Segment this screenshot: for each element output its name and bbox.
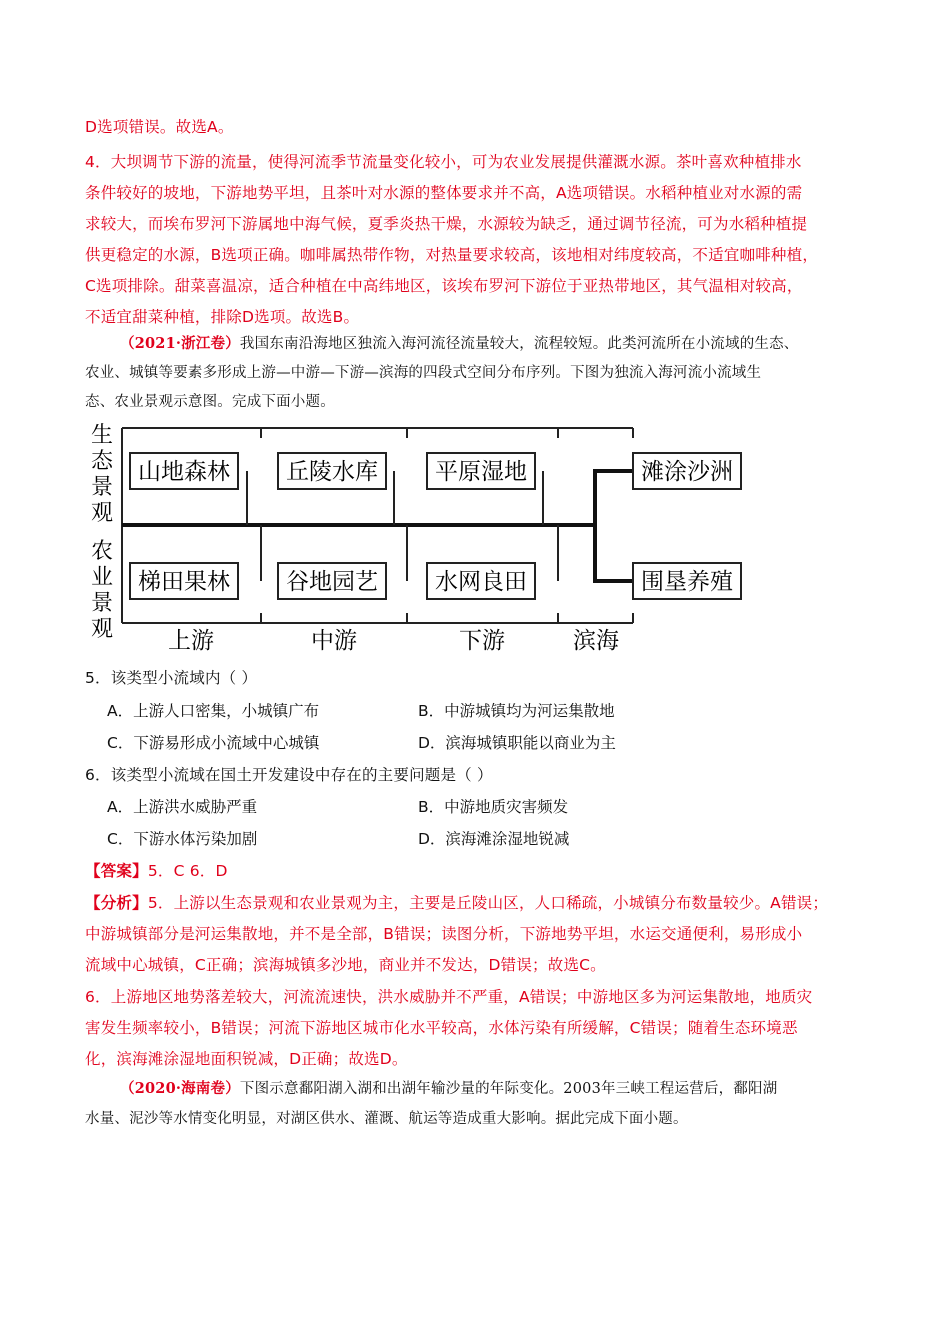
analysis4-line-3: 求较大，而埃布罗河下游属地中海气候，夏季炎热干燥，水源较为缺乏，通过调节径流，可为水稻种植提 <box>85 215 808 233</box>
stage-coast: 滨海 <box>573 628 619 654</box>
analysis4-line-6: 不适宜甜菜种植，排除D选项。故选B。 <box>85 308 360 326</box>
analysis-line-3: 流域中心城镇，C正确；滨海城镇多沙地，商业并不发达，D错误；故选C。 <box>85 956 606 974</box>
prev-answer-line: D选项错误。故选A。 <box>85 118 234 136</box>
eco-label-1: 山地森林 <box>138 459 230 485</box>
q5-option-c[interactable]: C．下游易形成小流域中心城镇 <box>107 734 320 752</box>
passage2-source: （2020·海南卷） <box>120 1080 240 1097</box>
q6-stem: 6．该类型小流域在国土开发建设中存在的主要问题是（ ） <box>85 766 493 784</box>
stage-midstream: 中游 <box>311 628 357 654</box>
q5-option-d[interactable]: D．滨海城镇职能以商业为主 <box>418 734 616 752</box>
analysis-line-6: 化，滨海滩涂湿地面积锐减，D正确；故选D。 <box>85 1050 408 1068</box>
landscape-diagram <box>85 418 755 658</box>
eco-vlabel-3: 景 <box>90 475 114 500</box>
q6-option-c[interactable]: C．下游水体污染加剧 <box>107 830 258 848</box>
agri-label-1: 梯田果林 <box>138 569 230 595</box>
passage1-line-2: 农业、城镇等要素多形成上游—中游—下游—滨海的四段式空间分布序列。下图为独流入海河流小流域生 <box>85 365 762 381</box>
eco-label-3: 平原湿地 <box>435 459 527 485</box>
passage1-line-3: 态、农业景观示意图。完成下面小题。 <box>85 394 335 410</box>
agri-vlabel-2: 业 <box>90 565 114 590</box>
passage1-source: （2021·浙江卷） <box>120 335 240 352</box>
answer-text: 5．C 6．D <box>147 862 228 880</box>
agri-vlabel-1: 农 <box>90 539 114 564</box>
analysis-line-5: 害发生频率较小，B错误；河流下游地区城市化水平较高，水体污染有所缓解，C错误；随着生态环境恶 <box>85 1019 798 1037</box>
passage2-line-2: 水量、泥沙等水情变化明显，对湖区供水、灌溉、航运等造成重大影响。据此完成下面小题。 <box>85 1111 688 1127</box>
agri-vlabel-4: 观 <box>90 617 114 642</box>
analysis4-line-5: C选项排除。甜菜喜温凉，适合种植在中高纬地区，该埃布罗河下游位于亚热带地区，其气温相对较高， <box>85 277 803 295</box>
stage-downstream: 下游 <box>459 628 505 654</box>
q6-option-d[interactable]: D．滨海滩涂湿地锐减 <box>418 830 570 848</box>
analysis-line-2: 中游城镇部分是河运集散地，并不是全部，B错误；读图分析，下游地势平坦，水运交通便利，易形成小 <box>85 925 803 943</box>
analysis4-line-1: 4．大坝调节下游的流量，使得河流季节流量变化较小，可为农业发展提供灌溉水源。茶叶喜欢种植排水 <box>85 153 802 171</box>
agri-label-3: 水网良田 <box>435 569 527 595</box>
eco-vlabel-2: 态 <box>90 449 114 474</box>
passage2-line-1: （2020·海南卷）下图示意鄱阳湖入湖和出湖年输沙量的年际变化。2003年三峡工程运营后，鄱阳湖 <box>120 1080 778 1097</box>
q5-stem: 5．该类型小流域内（ ） <box>85 669 258 687</box>
passage1-line-1: （2021·浙江卷）我国东南沿海地区独流入海河流径流量较大，流程较短。此类河流所在小流域的生态、 <box>120 335 799 352</box>
eco-vlabel-4: 观 <box>90 501 114 526</box>
analysis4-line-2: 条件较好的坡地，下游地势平坦，且茶叶对水源的整体要求并不高，A选项错误。水稻种植业对水源的需 <box>85 184 803 202</box>
analysis-line-1: 【分析】5．上游以生态景观和农业景观为主，主要是丘陵山区，人口稀疏，小城镇分布数量较少。A错误； <box>85 894 829 912</box>
eco-label-4: 滩涂沙洲 <box>641 459 733 485</box>
analysis4-line-4: 供更稳定的水源，B选项正确。咖啡属热带作物，对热量要求较高，该地相对纬度较高，不适宜咖啡种植， <box>85 246 819 264</box>
answer-line <box>85 859 228 881</box>
eco-vlabel-1: 生 <box>90 423 114 448</box>
q6-option-b[interactable]: B．中游地质灾害频发 <box>418 798 569 816</box>
analysis-line-4: 6．上游地区地势落差较大，河流流速快，洪水威胁并不严重，A错误；中游地区多为河运集散地，地质灾 <box>85 988 813 1006</box>
eco-label-2: 丘陵水库 <box>286 459 378 485</box>
q5-option-a[interactable]: A．上游人口密集，小城镇广布 <box>107 702 320 720</box>
answer-label: 【答案】 <box>85 862 148 880</box>
q5-option-b[interactable]: B．中游城镇均为河运集散地 <box>418 702 615 720</box>
agri-label-2: 谷地园艺 <box>286 569 378 595</box>
branch-agri-coast <box>595 525 633 581</box>
q6-option-a[interactable]: A．上游洪水威胁严重 <box>107 798 258 816</box>
stage-upstream: 上游 <box>168 628 214 654</box>
analysis-label: 【分析】 <box>85 894 148 912</box>
agri-label-4: 围垦养殖 <box>641 569 733 595</box>
branch-eco-coast <box>595 471 633 525</box>
agri-vlabel-3: 景 <box>90 591 114 616</box>
